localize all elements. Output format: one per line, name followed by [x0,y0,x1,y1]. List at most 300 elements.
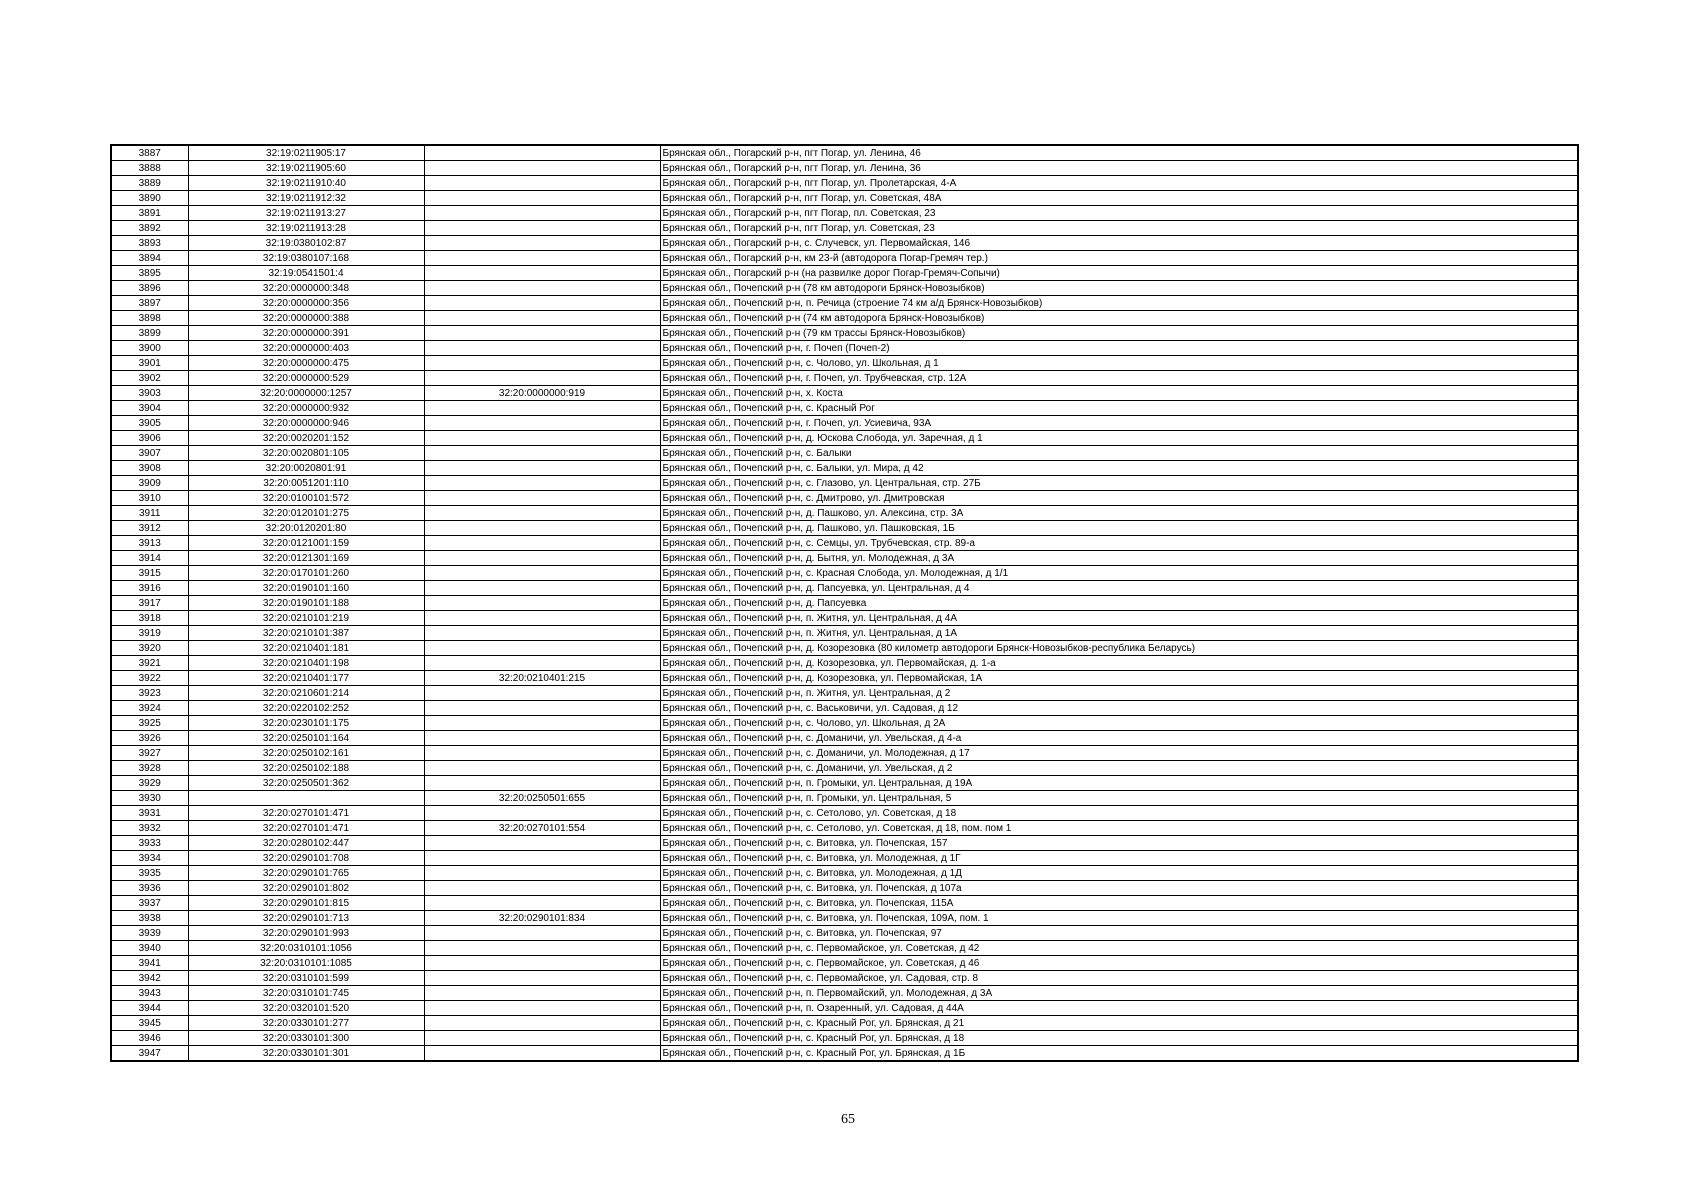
address-cell: Брянская обл., Почепский р-н, п. Озаренный, ул. Садовая, д 44А [660,1001,1578,1016]
linked-cadastral-number-cell [424,641,660,656]
row-number-cell: 3917 [111,596,188,611]
address-cell: Брянская обл., Погарский р-н, пгт Погар, ул. Пролетарская, 4-А [660,176,1578,191]
row-number-cell: 3911 [111,506,188,521]
linked-cadastral-number-cell [424,281,660,296]
table-row [111,761,1578,776]
address-cell: Брянская обл., Почепский р-н, с. Красный Рог, ул. Брянская, д 18 [660,1031,1578,1046]
table-row [111,626,1578,641]
row-number-cell: 3939 [111,926,188,941]
table-row [111,266,1578,281]
cadastral-number-cell: 32:20:0170101:260 [188,566,424,581]
table-row [111,956,1578,971]
row-number-cell: 3946 [111,1031,188,1046]
address-cell: Брянская обл., Почепский р-н, с. Витовка, ул. Почепская, 97 [660,926,1578,941]
table-row [111,536,1578,551]
table-row [111,881,1578,896]
linked-cadastral-number-cell [424,311,660,326]
linked-cadastral-number-cell [424,1001,660,1016]
row-number-cell: 3938 [111,911,188,926]
address-cell: Брянская обл., Погарский р-н, км 23-й (автодорога Погар-Гремяч тер.) [660,251,1578,266]
cadastral-number-cell: 32:20:0000000:388 [188,311,424,326]
row-number-cell: 3900 [111,341,188,356]
table-row [111,491,1578,506]
cadastral-number-cell: 32:20:0220102:252 [188,701,424,716]
cadastral-number-cell: 32:20:0000000:475 [188,356,424,371]
row-number-cell: 3933 [111,836,188,851]
table-row [111,566,1578,581]
table-row [111,866,1578,881]
address-cell: Брянская обл., Почепский р-н, д. Пашково, ул. Алексина, стр. 3А [660,506,1578,521]
row-number-cell: 3935 [111,866,188,881]
address-cell: Брянская обл., Почепский р-н, с. Доманичи, ул. Молодежная, д 17 [660,746,1578,761]
linked-cadastral-number-cell [424,161,660,176]
row-number-cell: 3902 [111,371,188,386]
cadastral-number-cell: 32:20:0000000:932 [188,401,424,416]
address-cell: Брянская обл., Почепский р-н, с. Витовка, ул. Молодежная, д 1Г [660,851,1578,866]
linked-cadastral-number-cell [424,536,660,551]
row-number-cell: 3893 [111,236,188,251]
row-number-cell: 3888 [111,161,188,176]
address-cell: Брянская обл., Почепский р-н, д. Пашково, ул. Пашковская, 1Б [660,521,1578,536]
cadastral-number-cell: 32:20:0330101:301 [188,1046,424,1062]
linked-cadastral-number-cell [424,686,660,701]
table-row [111,221,1578,236]
linked-cadastral-number-cell [424,446,660,461]
cadastral-number-cell: 32:20:0000000:403 [188,341,424,356]
table-row [111,731,1578,746]
cadastral-number-cell: 32:20:0310101:745 [188,986,424,1001]
linked-cadastral-number-cell [424,731,660,746]
address-cell: Брянская обл., Почепский р-н, п. Речица (строение 74 км а/д Брянск-Новозыбков) [660,296,1578,311]
row-number-cell: 3920 [111,641,188,656]
table-row [111,986,1578,1001]
table-row [111,746,1578,761]
row-number-cell: 3931 [111,806,188,821]
row-number-cell: 3936 [111,881,188,896]
row-number-cell: 3924 [111,701,188,716]
table-row [111,236,1578,251]
row-number-cell: 3897 [111,296,188,311]
cadastral-number-cell: 32:20:0250101:164 [188,731,424,746]
table-row [111,701,1578,716]
table-row [111,341,1578,356]
table-row [111,581,1578,596]
table-row [111,836,1578,851]
row-number-cell: 3896 [111,281,188,296]
cadastral-number-cell: 32:20:0310101:1085 [188,956,424,971]
address-cell: Брянская обл., Почепский р-н, с. Сетолово, ул. Советская, д 18 [660,806,1578,821]
linked-cadastral-number-cell [424,896,660,911]
address-cell: Брянская обл., Почепский р-н, с. Балыки, ул. Мира, д 42 [660,461,1578,476]
cadastral-number-cell: 32:20:0210401:177 [188,671,424,686]
row-number-cell: 3941 [111,956,188,971]
table-row [111,506,1578,521]
cadastral-number-cell: 32:20:0000000:529 [188,371,424,386]
table-row [111,776,1578,791]
cadastral-number-cell: 32:20:0290101:765 [188,866,424,881]
row-number-cell: 3912 [111,521,188,536]
table-row [111,386,1578,401]
row-number-cell: 3926 [111,731,188,746]
row-number-cell: 3944 [111,1001,188,1016]
linked-cadastral-number-cell [424,1031,660,1046]
address-cell: Брянская обл., Почепский р-н, г. Почеп, ул. Усиевича, 93А [660,416,1578,431]
address-cell: Брянская обл., Почепский р-н, с. Первомайское, ул. Садовая, стр. 8 [660,971,1578,986]
address-cell: Брянская обл., Почепский р-н, с. Красная Слобода, ул. Молодежная, д 1/1 [660,566,1578,581]
cadastral-number-cell: 32:19:0541501:4 [188,266,424,281]
linked-cadastral-number-cell [424,296,660,311]
cadastral-number-cell: 32:19:0211913:27 [188,206,424,221]
table-row [111,356,1578,371]
linked-cadastral-number-cell [424,851,660,866]
linked-cadastral-number-cell [424,145,660,161]
table-row [111,611,1578,626]
property-table [110,144,1579,1062]
page-number: 65 [841,1112,855,1127]
linked-cadastral-number-cell [424,656,660,671]
cadastral-number-cell: 32:20:0230101:175 [188,716,424,731]
linked-cadastral-number-cell: 32:20:0270101:554 [424,821,660,836]
row-number-cell: 3914 [111,551,188,566]
cadastral-number-cell: 32:20:0190101:188 [188,596,424,611]
table-row [111,851,1578,866]
row-number-cell: 3913 [111,536,188,551]
address-cell: Брянская обл., Почепский р-н, с. Красный Рог, ул. Брянская, д 21 [660,1016,1578,1031]
row-number-cell: 3895 [111,266,188,281]
linked-cadastral-number-cell [424,956,660,971]
table-row [111,941,1578,956]
address-cell: Брянская обл., Почепский р-н, с. Витовка, ул. Почепская, 115А [660,896,1578,911]
cadastral-number-cell: 32:20:0020801:105 [188,446,424,461]
linked-cadastral-number-cell [424,191,660,206]
address-cell: Брянская обл., Почепский р-н, д. Юскова Слобода, ул. Заречная, д 1 [660,431,1578,446]
address-cell: Брянская обл., Почепский р-н, с. Доманичи, ул. Увельская, д 4-а [660,731,1578,746]
address-cell: Брянская обл., Почепский р-н (79 км трассы Брянск-Новозыбков) [660,326,1578,341]
row-number-cell: 3929 [111,776,188,791]
linked-cadastral-number-cell [424,1016,660,1031]
linked-cadastral-number-cell [424,716,660,731]
address-cell: Брянская обл., Почепский р-н, с. Балыки [660,446,1578,461]
linked-cadastral-number-cell [424,836,660,851]
row-number-cell: 3922 [111,671,188,686]
row-number-cell: 3909 [111,476,188,491]
row-number-cell: 3943 [111,986,188,1001]
cadastral-number-cell: 32:20:0051201:110 [188,476,424,491]
cadastral-number-cell: 32:20:0290101:708 [188,851,424,866]
cadastral-number-cell: 32:20:0020201:152 [188,431,424,446]
row-number-cell: 3937 [111,896,188,911]
linked-cadastral-number-cell [424,761,660,776]
row-number-cell: 3928 [111,761,188,776]
row-number-cell: 3927 [111,746,188,761]
row-number-cell: 3899 [111,326,188,341]
linked-cadastral-number-cell [424,701,660,716]
table-row [111,806,1578,821]
address-cell: Брянская обл., Почепский р-н, с. Дмитрово, ул. Дмитровская [660,491,1578,506]
cadastral-number-cell: 32:20:0210101:387 [188,626,424,641]
table-row [111,911,1578,926]
linked-cadastral-number-cell [424,926,660,941]
cadastral-number-cell: 32:20:0120101:275 [188,506,424,521]
linked-cadastral-number-cell [424,221,660,236]
address-cell: Брянская обл., Почепский р-н, г. Почеп, ул. Трубчевская, стр. 12А [660,371,1578,386]
address-cell: Брянская обл., Погарский р-н (на развилке дорог Погар-Гремяч-Сопычи) [660,266,1578,281]
table-row [111,476,1578,491]
cadastral-number-cell: 32:19:0211912:32 [188,191,424,206]
linked-cadastral-number-cell [424,401,660,416]
table-row [111,1046,1578,1062]
cadastral-number-cell: 32:20:0100101:572 [188,491,424,506]
cadastral-number-cell: 32:20:0190101:160 [188,581,424,596]
address-cell: Брянская обл., Почепский р-н, п. Житня, ул. Центральная, д 1А [660,626,1578,641]
table-row [111,1031,1578,1046]
address-cell: Брянская обл., Почепский р-н, д. Козорезовка (80 километр автодороги Брянск-Новозыбков-республика Беларусь) [660,641,1578,656]
address-cell: Брянская обл., Почепский р-н, п. Громыки, ул. Центральная, 5 [660,791,1578,806]
address-cell: Брянская обл., Почепский р-н (78 км автодороги Брянск-Новозыбков) [660,281,1578,296]
linked-cadastral-number-cell [424,1046,660,1062]
address-cell: Брянская обл., Почепский р-н, д. Папсуевка [660,596,1578,611]
cadastral-number-cell: 32:20:0000000:356 [188,296,424,311]
linked-cadastral-number-cell [424,476,660,491]
linked-cadastral-number-cell [424,461,660,476]
address-cell: Брянская обл., Погарский р-н, пгт Погар, ул. Ленина, 36 [660,161,1578,176]
cadastral-number-cell: 32:19:0380102:87 [188,236,424,251]
address-cell: Брянская обл., Погарский р-н, пгт Погар, ул. Советская, 23 [660,221,1578,236]
linked-cadastral-number-cell [424,266,660,281]
row-number-cell: 3901 [111,356,188,371]
row-number-cell: 3903 [111,386,188,401]
linked-cadastral-number-cell [424,431,660,446]
cadastral-number-cell: 32:19:0211913:28 [188,221,424,236]
row-number-cell: 3907 [111,446,188,461]
address-cell: Брянская обл., Почепский р-н, с. Доманичи, ул. Увельская, д 2 [660,761,1578,776]
table-row [111,1001,1578,1016]
address-cell: Брянская обл., Почепский р-н, с. Красный Рог, ул. Брянская, д 1Б [660,1046,1578,1062]
row-number-cell: 3940 [111,941,188,956]
cadastral-number-cell: 32:20:0000000:1257 [188,386,424,401]
row-number-cell: 3947 [111,1046,188,1062]
row-number-cell: 3945 [111,1016,188,1031]
address-cell: Брянская обл., Почепский р-н, д. Папсуевка, ул. Центральная, д 4 [660,581,1578,596]
table-row [111,206,1578,221]
row-number-cell: 3915 [111,566,188,581]
table-row [111,251,1578,266]
table-row [111,1016,1578,1031]
cadastral-number-cell: 32:20:0250501:362 [188,776,424,791]
row-number-cell: 3925 [111,716,188,731]
cadastral-number-cell: 32:20:0121001:159 [188,536,424,551]
row-number-cell: 3904 [111,401,188,416]
table-row [111,791,1578,806]
linked-cadastral-number-cell [424,326,660,341]
cadastral-number-cell: 32:20:0290101:815 [188,896,424,911]
cadastral-number-cell: 32:19:0211905:60 [188,161,424,176]
table-row [111,431,1578,446]
table-row [111,821,1578,836]
address-cell: Брянская обл., Почепский р-н, с. Васьковичи, ул. Садовая, д 12 [660,701,1578,716]
cadastral-number-cell: 32:20:0330101:277 [188,1016,424,1031]
linked-cadastral-number-cell [424,611,660,626]
cadastral-number-cell: 32:19:0380107:168 [188,251,424,266]
row-number-cell: 3930 [111,791,188,806]
linked-cadastral-number-cell [424,746,660,761]
cadastral-number-cell: 32:20:0330101:300 [188,1031,424,1046]
row-number-cell: 3908 [111,461,188,476]
linked-cadastral-number-cell [424,581,660,596]
address-cell: Брянская обл., Почепский р-н, п. Житня, ул. Центральная, д 4А [660,611,1578,626]
row-number-cell: 3923 [111,686,188,701]
address-cell: Брянская обл., Почепский р-н, с. Глазово, ул. Центральная, стр. 27Б [660,476,1578,491]
address-cell: Брянская обл., Почепский р-н, г. Почеп (Почеп-2) [660,341,1578,356]
row-number-cell: 3894 [111,251,188,266]
linked-cadastral-number-cell [424,176,660,191]
cadastral-number-cell: 32:20:0270101:471 [188,806,424,821]
row-number-cell: 3891 [111,206,188,221]
linked-cadastral-number-cell: 32:20:0000000:919 [424,386,660,401]
cadastral-number-cell: 32:20:0121301:169 [188,551,424,566]
row-number-cell: 3910 [111,491,188,506]
address-cell: Брянская обл., Почепский р-н (74 км автодорога Брянск-Новозыбков) [660,311,1578,326]
linked-cadastral-number-cell [424,416,660,431]
linked-cadastral-number-cell [424,626,660,641]
table-row [111,371,1578,386]
linked-cadastral-number-cell: 32:20:0290101:834 [424,911,660,926]
address-cell: Брянская обл., Погарский р-н, с. Случевск, ул. Первомайская, 146 [660,236,1578,251]
address-cell: Брянская обл., Почепский р-н, д. Бытня, ул. Молодежная, д 3А [660,551,1578,566]
row-number-cell: 3890 [111,191,188,206]
row-number-cell: 3942 [111,971,188,986]
linked-cadastral-number-cell [424,491,660,506]
row-number-cell: 3919 [111,626,188,641]
table-row [111,191,1578,206]
address-cell: Брянская обл., Почепский р-н, п. Житня, ул. Центральная, д 2 [660,686,1578,701]
address-cell: Брянская обл., Почепский р-н, с. Сетолово, ул. Советская, д 18, пом. пом 1 [660,821,1578,836]
linked-cadastral-number-cell [424,566,660,581]
table-row [111,686,1578,701]
row-number-cell: 3932 [111,821,188,836]
row-number-cell: 3918 [111,611,188,626]
address-cell: Брянская обл., Почепский р-н, с. Витовка, ул. Молодежная, д 1Д [660,866,1578,881]
cadastral-number-cell: 32:20:0000000:391 [188,326,424,341]
linked-cadastral-number-cell [424,806,660,821]
address-cell: Брянская обл., Почепский р-н, с. Витовка, ул. Почепская, 157 [660,836,1578,851]
cadastral-number-cell: 32:20:0210601:214 [188,686,424,701]
linked-cadastral-number-cell [424,341,660,356]
row-number-cell: 3921 [111,656,188,671]
linked-cadastral-number-cell [424,971,660,986]
linked-cadastral-number-cell [424,356,660,371]
table-row [111,641,1578,656]
cadastral-number-cell: 32:20:0210401:181 [188,641,424,656]
address-cell: Брянская обл., Почепский р-н, с. Чолово, ул. Школьная, д 1 [660,356,1578,371]
address-cell: Брянская обл., Почепский р-н, с. Первомайское, ул. Советская, д 46 [660,956,1578,971]
table-row [111,145,1578,161]
table-row [111,521,1578,536]
address-cell: Брянская обл., Почепский р-н, д. Козорезовка, ул. Первомайская, 1А [660,671,1578,686]
linked-cadastral-number-cell: 32:20:0210401:215 [424,671,660,686]
table-row [111,926,1578,941]
cadastral-number-cell: 32:20:0270101:471 [188,821,424,836]
cadastral-number-cell: 32:20:0120201:80 [188,521,424,536]
table-row [111,971,1578,986]
linked-cadastral-number-cell [424,206,660,221]
cadastral-number-cell: 32:20:0290101:713 [188,911,424,926]
linked-cadastral-number-cell [424,521,660,536]
row-number-cell: 3934 [111,851,188,866]
table-row [111,416,1578,431]
address-cell: Брянская обл., Почепский р-н, с. Чолово, ул. Школьная, д 2А [660,716,1578,731]
address-cell: Брянская обл., Почепский р-н, п. Первомайский, ул. Молодежная, д 3А [660,986,1578,1001]
table-row [111,551,1578,566]
linked-cadastral-number-cell [424,371,660,386]
cadastral-number-cell [188,791,424,806]
address-cell: Брянская обл., Почепский р-н, х. Коста [660,386,1578,401]
table-row [111,296,1578,311]
linked-cadastral-number-cell [424,776,660,791]
linked-cadastral-number-cell [424,866,660,881]
cadastral-number-cell: 32:20:0290101:993 [188,926,424,941]
row-number-cell: 3916 [111,581,188,596]
address-cell: Брянская обл., Погарский р-н, пгт Погар, ул. Ленина, 46 [660,145,1578,161]
cadastral-number-cell: 32:20:0250102:188 [188,761,424,776]
table-row [111,401,1578,416]
address-cell: Брянская обл., Почепский р-н, с. Красный Рог [660,401,1578,416]
address-cell: Брянская обл., Почепский р-н, д. Козорезовка, ул. Первомайская, д. 1-а [660,656,1578,671]
linked-cadastral-number-cell [424,506,660,521]
linked-cadastral-number-cell [424,941,660,956]
table-row [111,281,1578,296]
row-number-cell: 3906 [111,431,188,446]
table-row [111,176,1578,191]
linked-cadastral-number-cell [424,236,660,251]
table-row [111,896,1578,911]
cadastral-number-cell: 32:20:0250102:161 [188,746,424,761]
cadastral-number-cell: 32:19:0211905:17 [188,145,424,161]
linked-cadastral-number-cell: 32:20:0250501:655 [424,791,660,806]
linked-cadastral-number-cell [424,986,660,1001]
address-cell: Брянская обл., Погарский р-н, пгт Погар, ул. Советская, 48А [660,191,1578,206]
cadastral-number-cell: 32:20:0310101:1056 [188,941,424,956]
cadastral-number-cell: 32:20:0210401:198 [188,656,424,671]
row-number-cell: 3905 [111,416,188,431]
cadastral-number-cell: 32:20:0000000:946 [188,416,424,431]
property-table-body [111,145,1578,1061]
table-row [111,326,1578,341]
address-cell: Брянская обл., Почепский р-н, с. Витовка, ул. Почепская, д 107а [660,881,1578,896]
linked-cadastral-number-cell [424,251,660,266]
table-row [111,656,1578,671]
row-number-cell: 3892 [111,221,188,236]
cadastral-number-cell: 32:20:0320101:520 [188,1001,424,1016]
table-row [111,461,1578,476]
cadastral-number-cell: 32:20:0290101:802 [188,881,424,896]
address-cell: Брянская обл., Почепский р-н, с. Витовка, ул. Почепская, 109А, пом. 1 [660,911,1578,926]
cadastral-number-cell: 32:20:0310101:599 [188,971,424,986]
row-number-cell: 3887 [111,145,188,161]
table-row [111,161,1578,176]
cadastral-number-cell: 32:20:0000000:348 [188,281,424,296]
table-row [111,596,1578,611]
cadastral-number-cell: 32:20:0280102:447 [188,836,424,851]
table-row [111,671,1578,686]
table-row [111,446,1578,461]
row-number-cell: 3889 [111,176,188,191]
address-cell: Брянская обл., Почепский р-н, с. Первомайское, ул. Советская, д 42 [660,941,1578,956]
linked-cadastral-number-cell [424,551,660,566]
linked-cadastral-number-cell [424,881,660,896]
cadastral-number-cell: 32:20:0210101:219 [188,611,424,626]
address-cell: Брянская обл., Погарский р-н, пгт Погар, пл. Советская, 23 [660,206,1578,221]
